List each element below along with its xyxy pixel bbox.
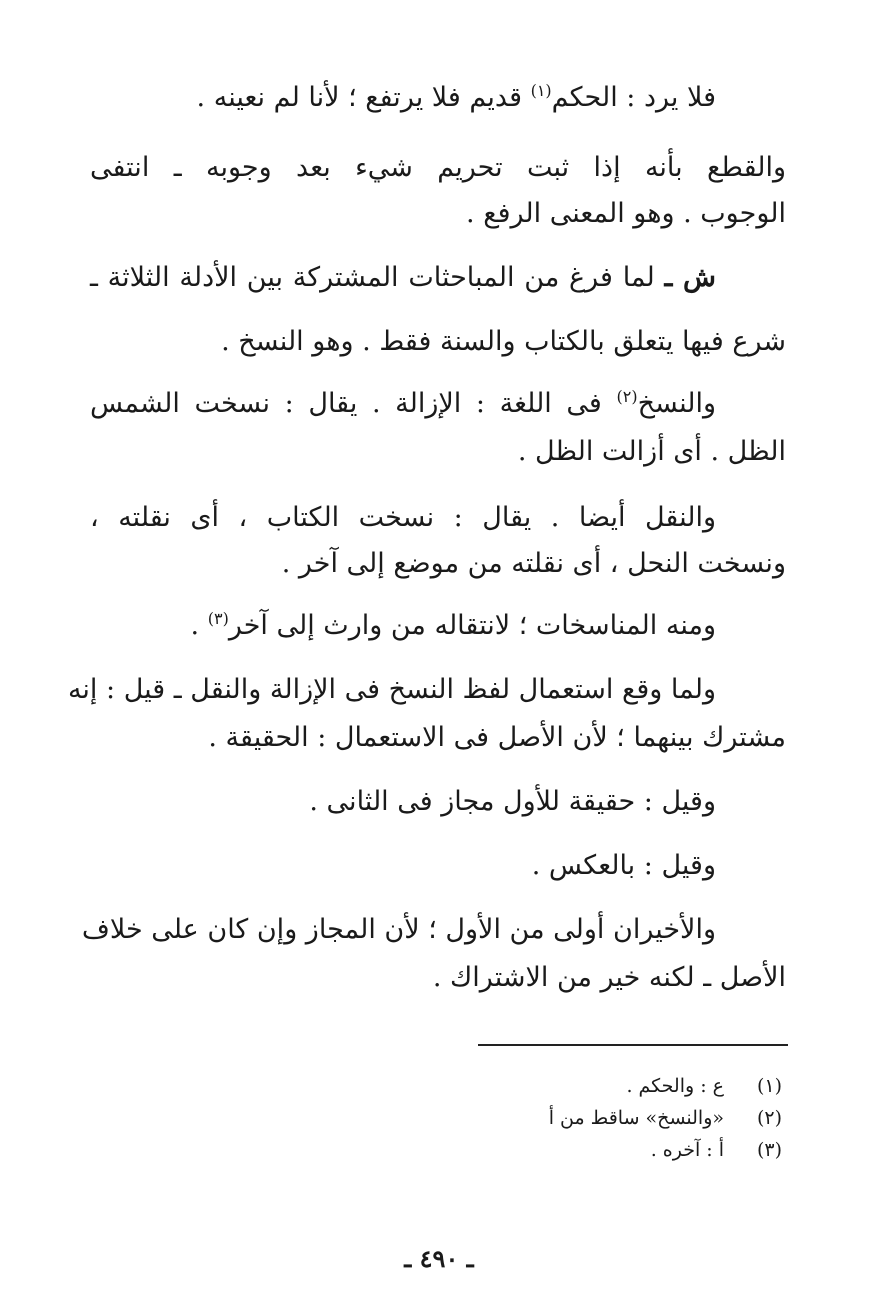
text-line: والنسخ$^{(٢)}$ فى اللغة : الإزالة . يقال : نسخت الشمس <box>90 387 716 419</box>
footnote-text: «والنسخ» ساقط من أ <box>548 1107 724 1129</box>
text-line: مشترك بينهما ؛ لأن الأصل فى الاستعمال : الحقيقة . <box>208 722 786 753</box>
text-line: الأصل ـ لكنه خير من الاشتراك . <box>432 962 786 993</box>
text-line: والأخيران أولى من الأول ؛ لأن المجاز وإن كان على خلاف <box>81 914 716 945</box>
footnote <box>482 1136 782 1166</box>
footnote-text: أ : آخره . <box>650 1139 724 1161</box>
commentary-marker: ش ـ <box>664 262 716 293</box>
text-line: والقطع بأنه إذا ثبت تحريم شيء بعد وجوبه ـ انتفى <box>90 152 786 183</box>
footnote-number: (١) <box>756 1075 782 1097</box>
text-line: وقيل : حقيقة للأول مجاز فى الثانى . <box>309 786 716 817</box>
footnote-separator <box>478 1044 788 1046</box>
footnote-number: (٣) <box>756 1139 782 1161</box>
text-line: ونسخت النحل ، أى نقلته من موضع إلى آخر . <box>281 548 786 579</box>
text-line: وقيل : بالعكس . <box>531 850 716 881</box>
text-line: ولما وقع استعمال لفظ النسخ فى الإزالة والنقل ـ قيل : إنه <box>67 674 716 705</box>
page-number: ـ ٤٩٠ ـ <box>404 1244 474 1273</box>
footnote-marker: (١) <box>530 81 552 100</box>
footnote-marker: (٣) <box>207 609 229 628</box>
text-line: الظل . أى أزالت الظل . <box>517 436 786 467</box>
text-line: ومنه المناسخات ؛ لانتقاله من وارث إلى آخر$^{(٣)}$ . <box>190 609 716 641</box>
text-line: ش ـ لما فرغ من المباحثات المشتركة بين الأدلة الثلاثة ـ <box>90 262 716 293</box>
footnote <box>482 1104 782 1134</box>
footnote-number: (٢) <box>756 1107 782 1129</box>
footnote-marker: (٢) <box>616 387 638 406</box>
text-line: فلا يرد : الحكم$^{(١)}$ قديم فلا يرتفع ؛ لأنا لم نعينه . <box>196 81 716 113</box>
footnote <box>482 1072 782 1102</box>
text-line: الوجوب . وهو المعنى الرفع . <box>466 198 786 229</box>
text-line: والنقل أيضا . يقال : نسخت الكتاب ، أى نقلته ، <box>90 502 716 533</box>
text-line: شرع فيها يتعلق بالكتاب والسنة فقط . وهو النسخ . <box>221 326 786 357</box>
footnote-text: ع : والحكم . <box>626 1075 724 1097</box>
